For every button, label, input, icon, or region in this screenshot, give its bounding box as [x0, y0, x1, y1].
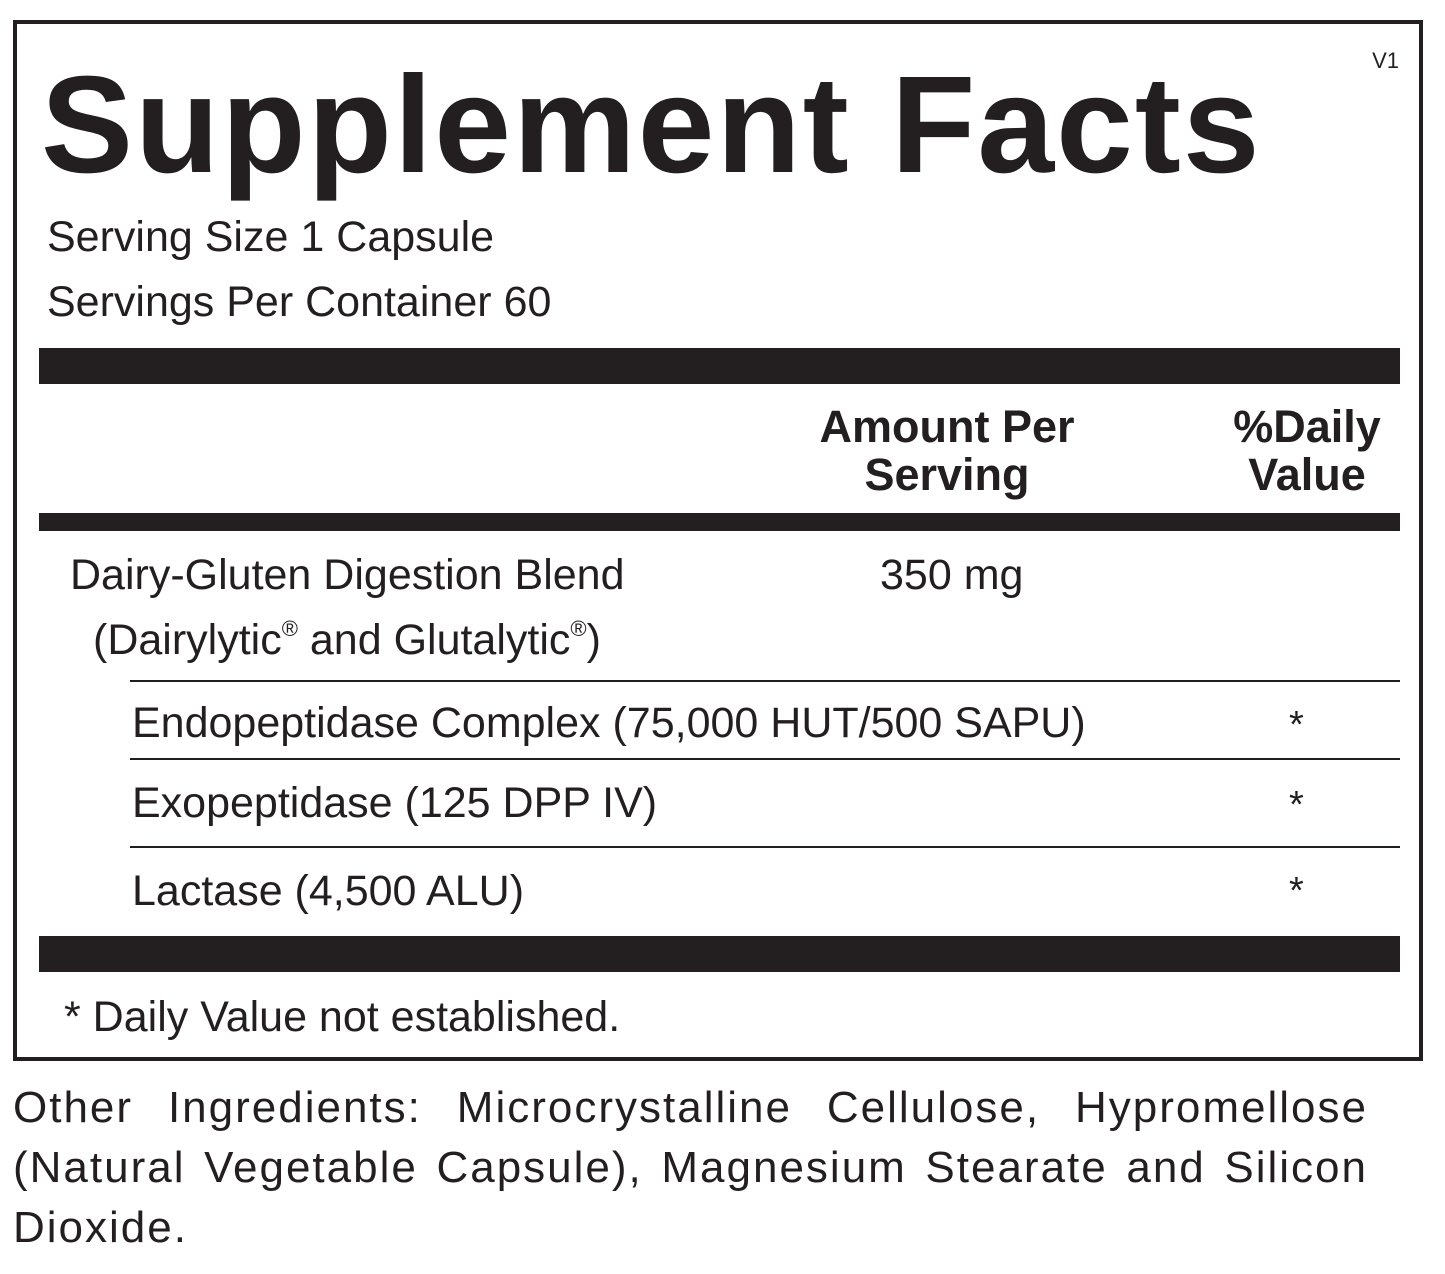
servings-per-container	[47, 278, 552, 326]
thin-divider	[130, 680, 1400, 682]
amount-header-line2: Serving	[864, 449, 1030, 500]
thick-divider-top	[39, 348, 1400, 384]
amount-per-serving-header	[797, 403, 1097, 499]
blend-sub-part2: and Glutalytic	[297, 616, 571, 664]
registered-mark: ®	[570, 616, 587, 641]
thin-divider	[130, 846, 1400, 848]
daily-value-header	[1207, 403, 1407, 499]
registered-mark: ®	[281, 616, 298, 641]
blend-amount: 350 mg	[880, 551, 1024, 599]
serving-size-value: 1 Capsule	[300, 213, 495, 261]
footnote: * Daily Value not established.	[64, 993, 621, 1041]
ingredient-name: Lactase (4,500 ALU)	[132, 867, 525, 915]
ingredient-dv: *	[1289, 784, 1304, 826]
blend-name: Dairy-Gluten Digestion Blend	[70, 551, 625, 599]
blend-sub-part1: (Dairylytic	[93, 616, 282, 664]
blend-subtitle	[93, 618, 601, 662]
ingredient-name: Exopeptidase (125 DPP IV)	[132, 779, 658, 827]
blend-sub-part3: )	[586, 616, 601, 664]
version-label: V1	[1372, 48, 1399, 73]
servings-per-container-value: 60	[503, 278, 552, 326]
ingredient-dv: *	[1289, 704, 1304, 746]
supplement-facts-panel	[13, 20, 1423, 1061]
other-ingredients: Other Ingredients: Microcrystalline Cellulose, Hypromellose (Natural Vegetable Capsule), Magnesium Stearate and Silicon Dioxide.	[13, 1083, 1368, 1252]
thin-divider	[130, 758, 1400, 760]
thick-divider-header	[39, 513, 1400, 531]
serving-size	[47, 213, 495, 261]
dv-header-line1: %Daily	[1233, 401, 1381, 452]
dv-header-line2: Value	[1248, 449, 1366, 500]
amount-header-line1: Amount Per	[819, 401, 1075, 452]
panel-title: Supplement Facts	[41, 48, 1262, 202]
ingredient-dv: *	[1289, 870, 1304, 912]
ingredient-name: Endopeptidase Complex (75,000 HUT/500 SAPU)	[132, 699, 1086, 747]
serving-size-label: Serving Size	[47, 213, 289, 261]
thick-divider-bottom	[39, 936, 1400, 972]
servings-per-container-label: Servings Per Container	[47, 278, 492, 326]
